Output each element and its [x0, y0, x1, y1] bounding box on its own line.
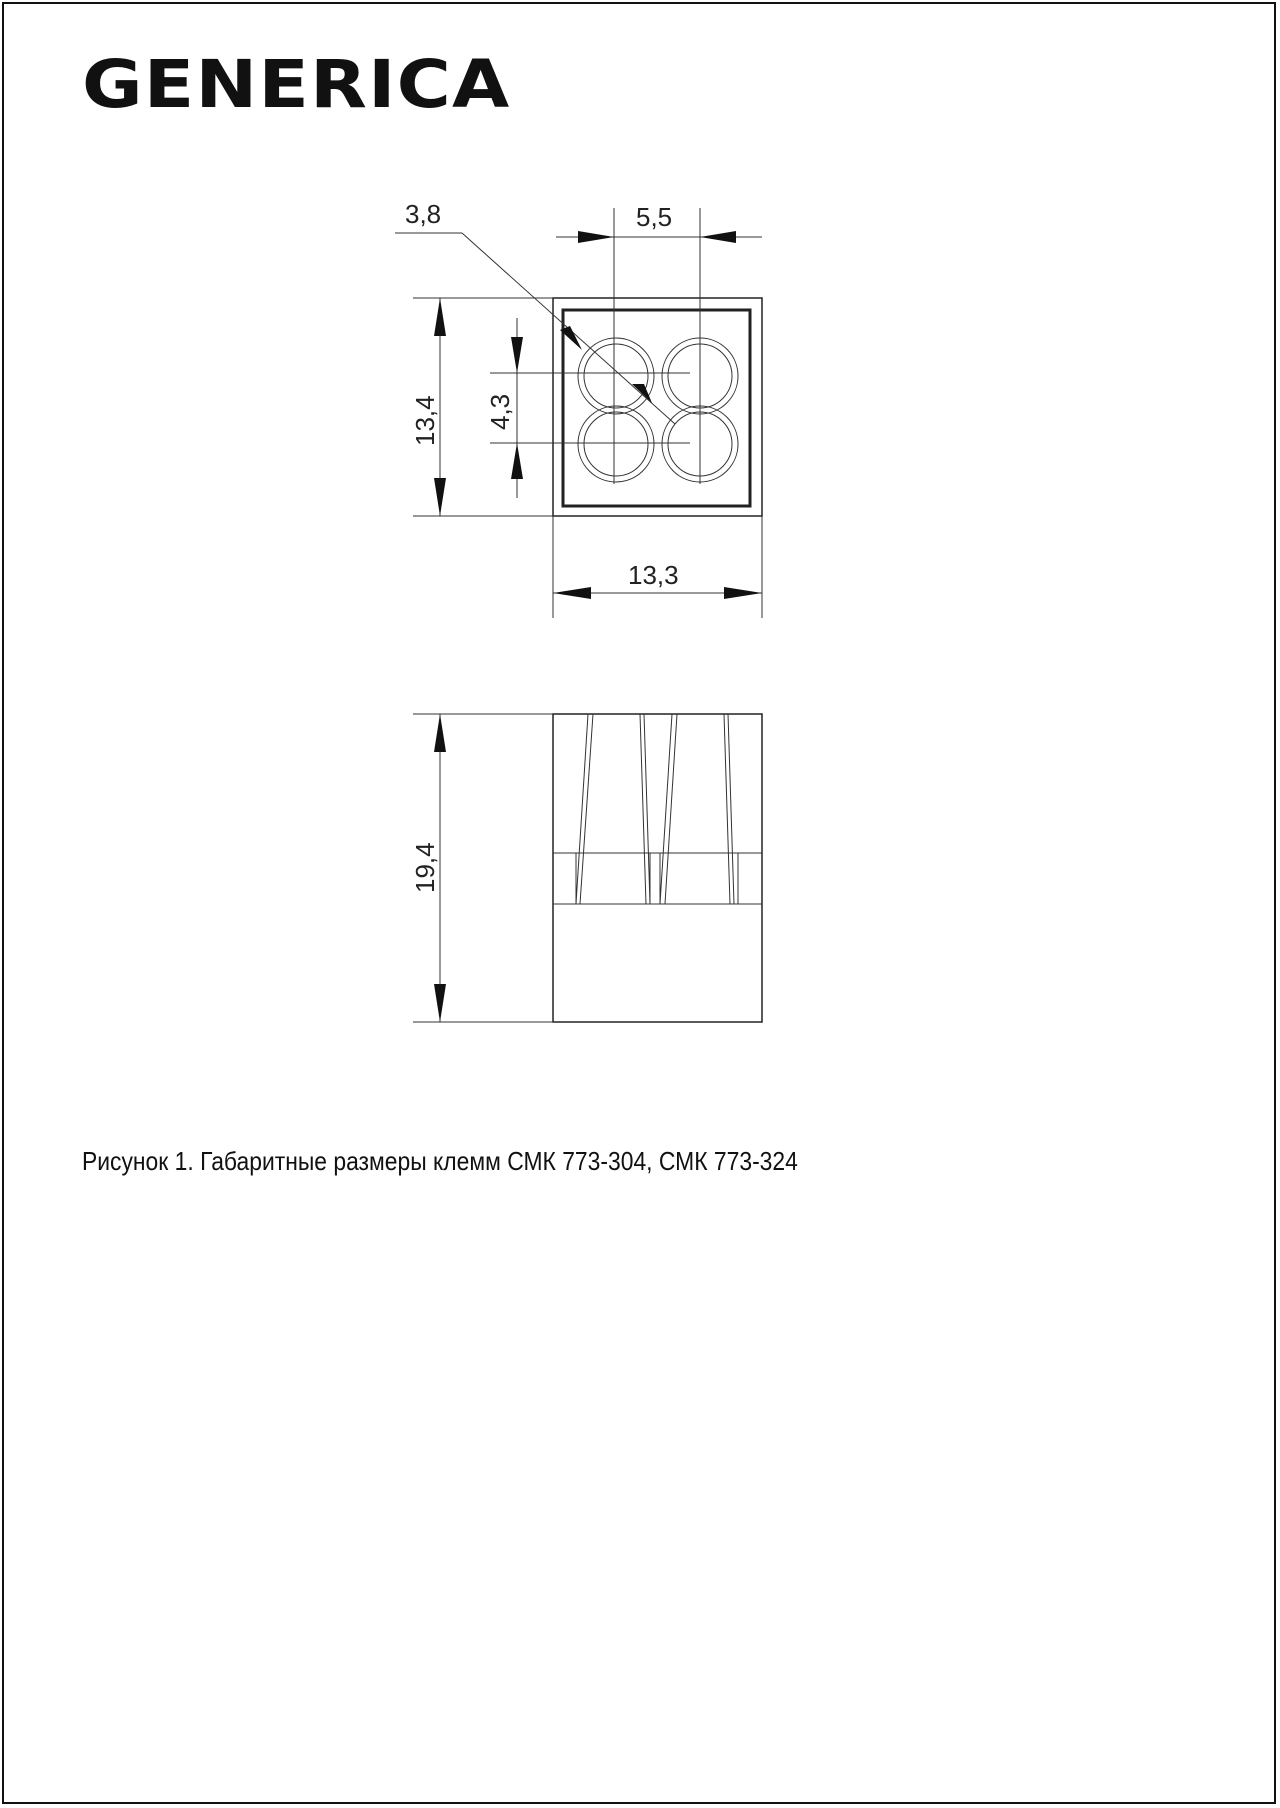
dim-height-top-view	[410, 298, 553, 516]
dim-hole-diameter-label: 3,8	[405, 199, 442, 229]
dim-hole-spacing-label: 5,5	[636, 202, 673, 232]
dim-hole-vertical-spacing	[485, 318, 523, 498]
top-view	[395, 199, 762, 618]
side-view	[410, 714, 762, 1022]
lever-right	[660, 714, 734, 904]
dim-width-label: 13,3	[628, 560, 679, 590]
top-view-outer-body	[553, 298, 762, 516]
dim-height-side-view	[410, 714, 553, 1022]
dim-height-side-view-label: 19,4	[410, 842, 440, 893]
side-view-body	[553, 714, 762, 1022]
brand-logo: GENERICA	[82, 46, 511, 123]
figure-caption: Рисунок 1. Габаритные размеры клемм СМК 773-304, СМК 773-324	[82, 1146, 798, 1176]
lever-left	[576, 714, 650, 904]
wire-hole-top-left	[578, 338, 654, 414]
dim-width	[553, 516, 762, 618]
wire-hole-bottom-left	[578, 406, 654, 482]
dim-hole-vertical-spacing-label: 4,3	[485, 393, 515, 430]
dim-hole-spacing	[556, 202, 762, 243]
dim-height-top-view-label: 13,4	[410, 395, 440, 446]
